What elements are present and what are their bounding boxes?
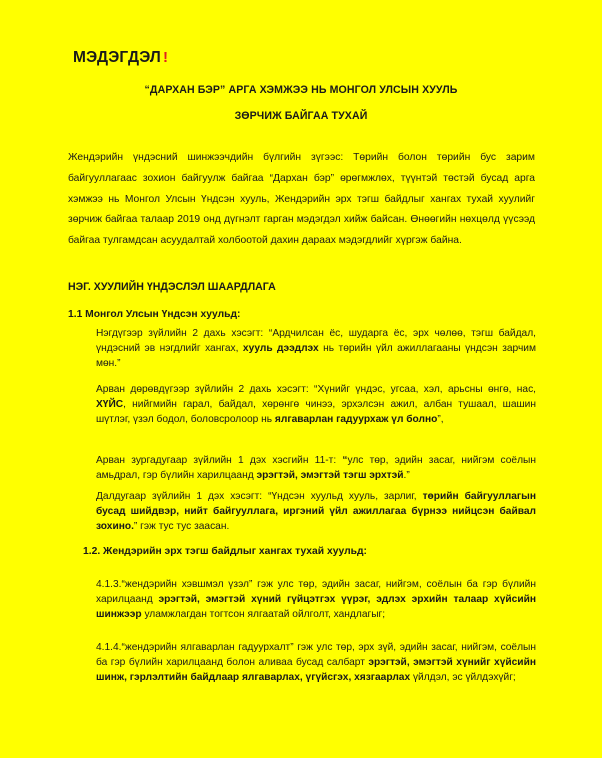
p2-bold-gender: ХҮЙС <box>96 399 124 411</box>
section-heading: НЭГ. ХУУЛИЙН ҮНДЭСЛЭЛ ШААРДЛАГА <box>68 281 276 293</box>
p2-text-end: ”, <box>437 414 444 426</box>
p1-text-end: нь төрийн үйл ажиллагааны үндсэн зарчим мөн.” <box>96 343 536 370</box>
constitution-article-14-paragraph <box>96 382 536 427</box>
p3-text-end: .” <box>403 470 410 482</box>
p6-text-end: үйлдэл, эс үйлдэхүйг; <box>410 672 516 684</box>
p2-text-middle: , нийгмийн гарал, байдал, хөрөнгө чинээ, эрхэлсэн ажил, албан тушаал, шашин шүтлэг, үзэл бодол, боловсролоор нь <box>96 399 536 426</box>
subsection-1-1-heading: 1.1 Монгол Улсын Үндсэн хуульд: <box>68 309 241 320</box>
p1-bold: хууль дээдлэх <box>242 343 319 355</box>
p6-text: 4.1.4.“жендэрийн ялгаварлан гадуурхалт” гэж улс төр, эрх зүй, эдийн засаг, нийгэм, соёлын ба гэр бүлийн харилцаанд болон аливаа бусад салбарт <box>96 642 536 669</box>
notice-heading <box>73 49 168 67</box>
gender-law-4-1-4-paragraph <box>96 640 536 685</box>
p3-text-middle: улс төр, эдийн засаг, нийгэм соёлын амьдрал, гэр бүлийн харилцаанд <box>96 455 536 482</box>
p3-bold-quote: “ <box>342 455 348 466</box>
p3-bold: эрэгтэй, эмэгтэй тэгш эрхтэй <box>256 470 404 482</box>
notice-heading-text: МЭДЭГДЭЛ <box>73 49 161 66</box>
intro-paragraph: Жендэрийн үндэсний шинжээчдийн бүлгийн зүгээс: Төрийн болон төрийн бус зарим байгууллагаас зохион байгуулж байгаа “Дархан бэр” өрөгмжлөх, түүнтэй төстэй бусад арга хэмжээ нь Монгол Улсын Үндсэн хууль, Жендэрийн эрх тэгш байдлыг хангах тухай хуулийг зөрчиж байгаа талаар 2019 онд дүгнэлт гарган мэдэгдэл хийж байсан. Өнөөгийн нөхцөлд үүсээд байгаа тулгамдсан асуудалтай холбоотой дахин дараах мэдэгдлийг хүргэж байна. <box>68 152 535 247</box>
p2-text: Арван дөрөвдүгээр зүйлийн 2 дахь хэсэгт: “Хүнийг үндэс, угсаа, хэл, арьсны өнгө, нас, <box>96 384 536 395</box>
p2-bold: ялгаварлан гадуурхаж үл болно <box>274 414 438 426</box>
constitution-article-16-paragraph <box>96 453 536 483</box>
document-title-line-2: ЗӨРЧИЖ БАЙГАА ТУХАЙ <box>234 110 368 122</box>
p4-text: Далдугаар зүйлийн 1 дэх хэсэгт: “Үндсэн хуульд хууль, зарлиг, <box>96 491 423 502</box>
p6-bold: эрэгтэй, эмэгтэй хүнийг хүйсийн шинж, гэрлэлтийн байдлаар ялгаварлах, үгүйсгэх, хязгаарлах <box>96 657 536 684</box>
p1-text: Нэгдүгээр зүйлийн 2 дахь хэсэгт: “Ардчилсан ёс, шударга ёс, эрх чөлөө, тэгш байдал, үндэсний эв нэгдлийг хангах, <box>96 328 536 355</box>
constitution-article-70-paragraph <box>96 489 536 534</box>
document-title-line-1: “ДАРХАН БЭР” АРГА ХЭМЖЭЭ НЬ МОНГОЛ УЛСЫН ХУУЛЬ <box>144 84 458 96</box>
p3-text: Арван зургадугаар зүйлийн 1 дэх хэсгийн 11-т: <box>96 455 343 466</box>
constitution-article-1-paragraph <box>96 326 536 371</box>
gender-law-4-1-3-paragraph <box>96 577 536 622</box>
p5-text-end: уламжлагдан тогтсон ялгаатай ойлголт, хандлагыг; <box>141 609 386 621</box>
subsection-1-2-heading: 1.2. Жендэрийн эрх тэгш байдлыг хангах тухай хуульд: <box>83 546 367 557</box>
exclamation-icon: ! <box>162 49 169 66</box>
p4-text-end: ” гэж тус тус заасан. <box>133 521 230 533</box>
p4-bold: төрийн байгууллагын бусад шийдвэр, нийт байгууллага, иргэний үйл ажиллагаа бүрнээ нийцсэн байвал зохино. <box>96 491 537 533</box>
p5-text: 4.1.3.“жендэрийн хэвшмэл үзэл” гэж улс төр, эдийн засаг, нийгэм, соёлын ба гэр бүлийн харилцаанд <box>96 579 536 606</box>
p5-bold: эрэгтэй, эмэгтэй хүний гүйцэтгэх үүрэг, эдлэх эрхийн талаар хүйсийн шинжээр <box>96 594 536 621</box>
